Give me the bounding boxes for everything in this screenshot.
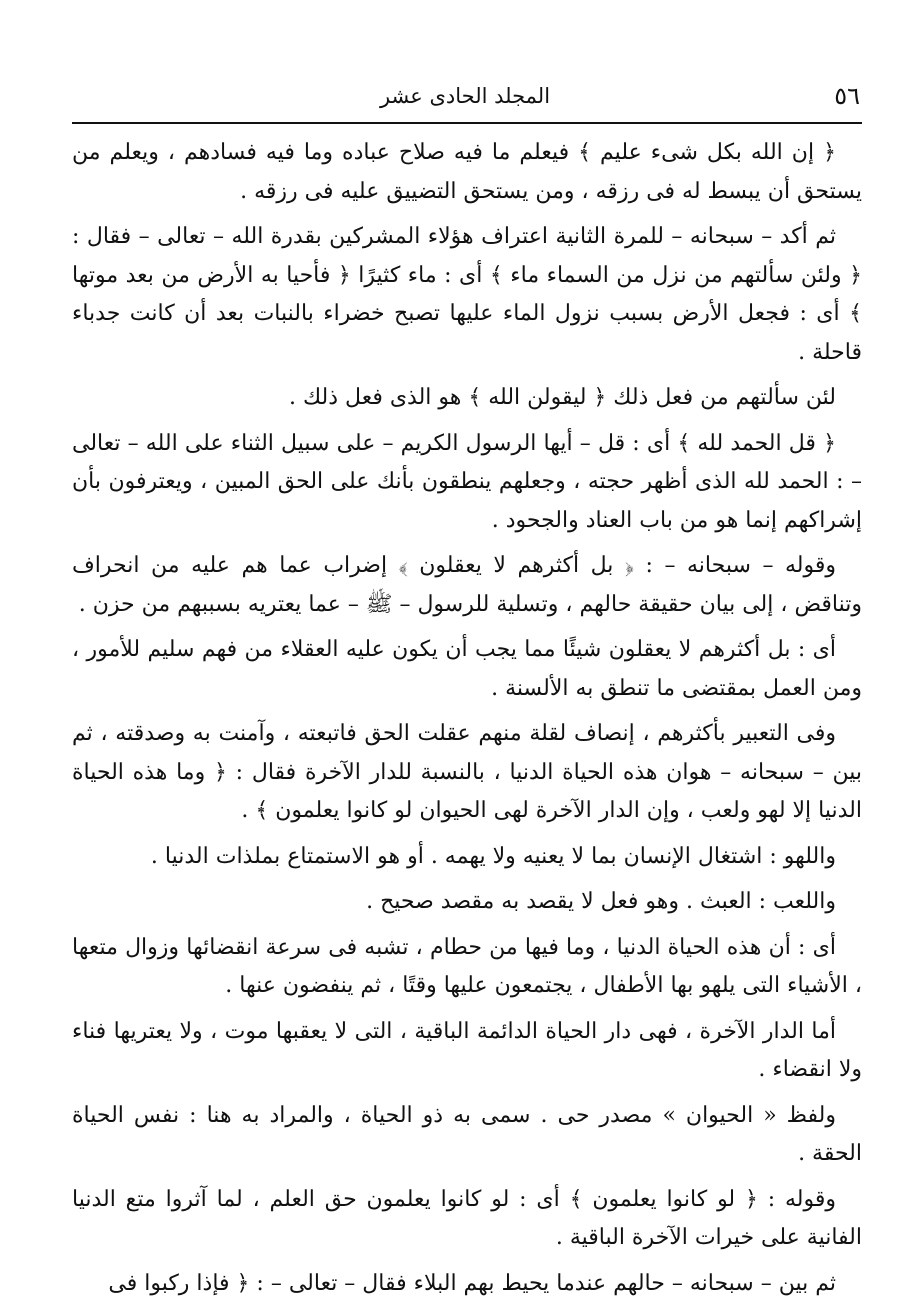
- paragraph: ﴿ قل الحمد لله ﴾ أى : قل – أيها الرسول الكريم – على سبيل الثناء على الله – تعالى – : الحمد لله الذى أظهر حجته ، وجعلهم ينطقون بأنك على الحق المبين ، ويعترفون بأن إشراكهم إنما هو من باب العناد والجحود .: [72, 425, 862, 541]
- paragraph: واللهو : اشتغال الإنسان بما لا يعنيه ولا يهمه . أو هو الاستمتاع بملذات الدنيا .: [72, 838, 862, 877]
- paragraph: ولفظ « الحيوان » مصدر حى . سمى به ذو الحياة ، والمراد به هنا : نفس الحياة الحقة .: [72, 1097, 862, 1174]
- paragraph: لئن سألتهم من فعل ذلك ﴿ ليقولن الله ﴾ هو الذى فعل ذلك .: [72, 379, 862, 418]
- paragraph: وقوله – سبحانه – : ﴿ بل أكثرهم لا يعقلون ﴾ إضراب عما هم عليه من انحراف وتناقض ، إلى بيان حقيقة حالهم ، وتسلية للرسول – ﷺ – عما يعتريه بسببهم من حزن .: [72, 547, 862, 624]
- paragraph: أما الدار الآخرة ، فهى دار الحياة الدائمة الباقية ، التى لا يعقبها موت ، ولا يعتريها فناء ولا انقضاء .: [72, 1013, 862, 1090]
- page-header: [70, 82, 860, 116]
- page-body: [72, 134, 862, 1274]
- paragraph: ثم أكد – سبحانه – للمرة الثانية اعتراف هؤلاء المشركين بقدرة الله – تعالى – فقال : ﴿ ولئن سألتهم من نزل من السماء ماء ﴾ أى : ماء كثيرًا ﴿ فأحيا به الأرض من بعد موتها ﴾ أى : فجعل الأرض بسبب نزول الماء عليها تصبح خضراء بالنبات بعد أن كانت جدباء قاحلة .: [72, 218, 862, 372]
- paragraph: وفى التعبير بأكثرهم ، إنصاف لقلة منهم عقلت الحق فاتبعته ، وآمنت به وصدقته ، ثم بين – سبحانه – هوان هذه الحياة الدنيا ، بالنسبة للدار الآخرة فقال : ﴿ وما هذه الحياة الدنيا إلا لهو ولعب ، وإن الدار الآخرة لهى الحيوان لو كانوا يعلمون ﴾ .: [72, 715, 862, 831]
- page-number: ٥٦: [834, 82, 860, 110]
- running-title: المجلد الحادى عشر: [70, 84, 860, 108]
- paragraph: وقوله : ﴿ لو كانوا يعلمون ﴾ أى : لو كانوا يعلمون حق العلم ، لما آثروا متع الدنيا الفانية على خيرات الآخرة الباقية .: [72, 1181, 862, 1258]
- paragraph: أى : بل أكثرهم لا يعقلون شيئًا مما يجب أن يكون عليه العقلاء من فهم سليم للأمور ، ومن العمل بمقتضى ما تنطق به الألسنة .: [72, 631, 862, 708]
- header-rule: [72, 122, 862, 124]
- paragraph: أى : أن هذه الحياة الدنيا ، وما فيها من حطام ، تشبه فى سرعة انقضائها وزوال متعها ، الأشياء التى يلهو بها الأطفال ، يجتمعون عليها وقتًا ، ثم ينفضون عنها .: [72, 929, 862, 1006]
- paragraph: واللعب : العبث . وهو فعل لا يقصد به مقصد صحيح .: [72, 883, 862, 922]
- paragraph: ﴿ إن الله بكل شىء عليم ﴾ فيعلم ما فيه صلاح عباده وما فيه فسادهم ، ويعلم من يستحق أن يبسط له فى رزقه ، ومن يستحق التضييق عليه فى رزقه .: [72, 134, 862, 211]
- paragraph: ثم بين – سبحانه – حالهم عندما يحيط بهم البلاء فقال – تعالى – : ﴿ فإذا ركبوا فى: [72, 1265, 862, 1303]
